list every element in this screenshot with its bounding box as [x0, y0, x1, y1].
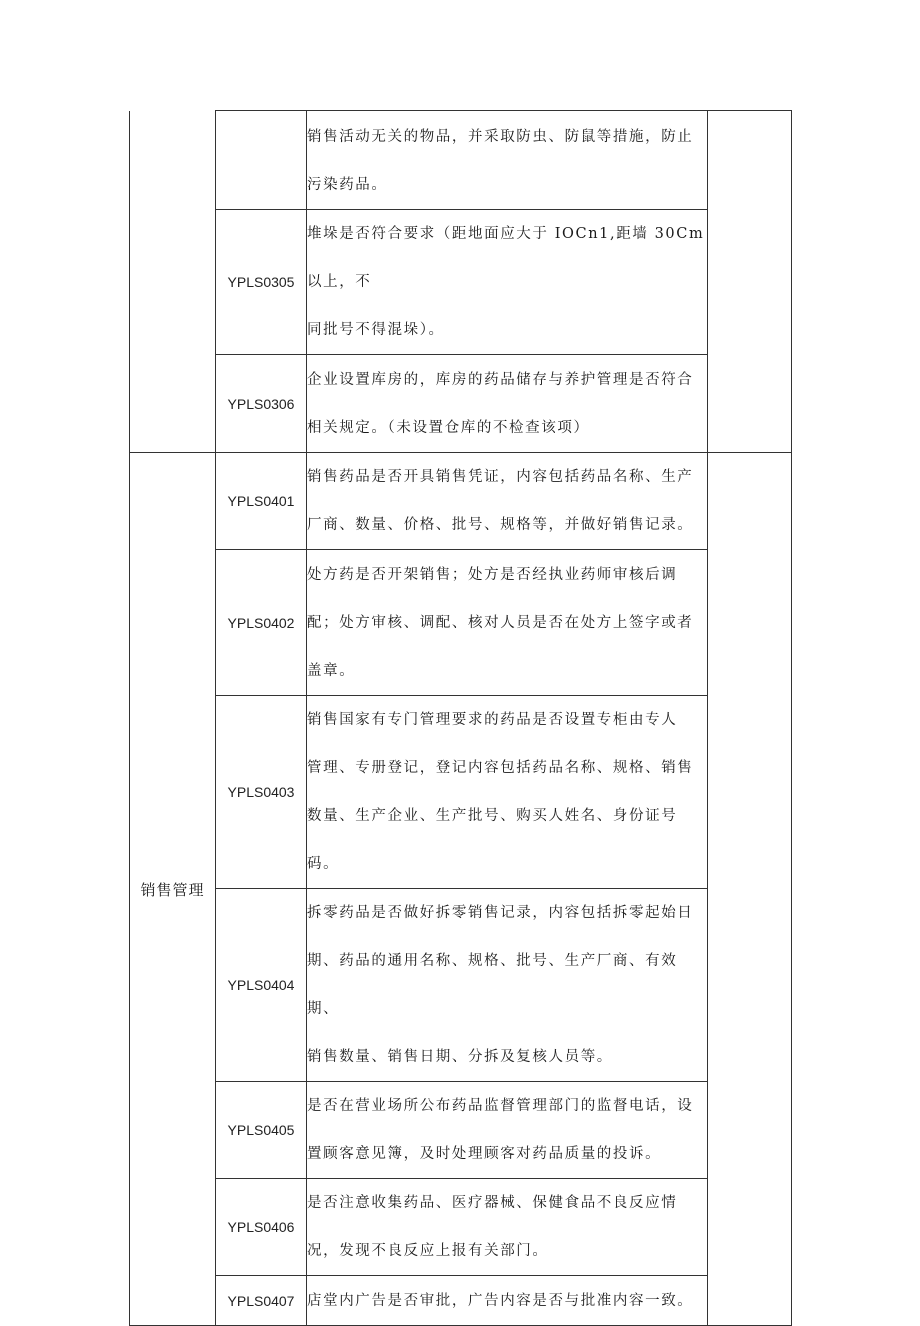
item-content-text: 企业设置库房的，库房的药品储存与养护管理是否符合 相关规定。（未设置仓库的不检查该项） [307, 371, 694, 436]
category-cell: 销售管理 [130, 453, 216, 1326]
item-content-cell [307, 1082, 708, 1179]
item-code-cell: YPLS0402 [216, 550, 307, 696]
table-row [130, 210, 792, 355]
item-code-cell: YPLS0305 [216, 210, 307, 355]
table-row [130, 889, 792, 1082]
item-content-text: 是否在营业场所公布药品监督管理部门的监督电话，设 置顾客意见簿，及时处理顾客对药品质量的投诉。 [307, 1098, 694, 1162]
item-code-cell: YPLS0405 [216, 1082, 307, 1179]
item-content-text: 拆零药品是否做好拆零销售记录，内容包括拆零起始日 期、药品的通用名称、规格、批号、生产厂商、有效期、 销售数量、销售日期、分拆及复核人员等。 [307, 905, 694, 1065]
result-cell [708, 453, 792, 1326]
item-content-cell [307, 696, 708, 889]
table-row [130, 111, 792, 210]
item-content-cell [307, 550, 708, 696]
item-content-cell [307, 453, 708, 550]
item-content-text: 处方药是否开架销售；处方是否经执业药师审核后调 配；处方审核、调配、核对人员是否在处方上签字或者 盖章。 [307, 566, 694, 679]
item-content-text: 堆垛是否符合要求（距地面应大于 IOCn1,距墙 30Cm 以上，不 同批号不得混垛）。 [307, 226, 705, 338]
item-content-text: 销售活动无关的物品，并采取防虫、防鼠等措施，防止 污染药品。 [307, 129, 694, 193]
table-row [130, 1082, 792, 1179]
item-code-cell: YPLS0406 [216, 1179, 307, 1276]
table-row [130, 696, 792, 889]
item-code-cell: YPLS0306 [216, 355, 307, 453]
item-content-cell [307, 355, 708, 453]
result-cell [708, 111, 792, 453]
item-content-text: 销售国家有专门管理要求的药品是否设置专柜由专人 管理、专册登记，登记内容包括药品名称、规格、销售 数量、生产企业、生产批号、购买人姓名、身份证号码。 [307, 712, 694, 872]
item-content-cell [307, 111, 708, 210]
item-content-text: 销售药品是否开具销售凭证，内容包括药品名称、生产 厂商、数量、价格、批号、规格等，并做好销售记录。 [307, 469, 694, 533]
item-content-text: 店堂内广告是否审批，广告内容是否与批准内容一致。 [307, 1292, 694, 1309]
item-content-text: 是否注意收集药品、医疗器械、保健食品不良反应情 况，发现不良反应上报有关部门。 [307, 1195, 678, 1259]
table-row [130, 550, 792, 696]
item-code-cell: YPLS0407 [216, 1276, 307, 1326]
category-cell-continued [130, 111, 216, 453]
item-content-cell [307, 210, 708, 355]
inspection-checklist-table [129, 110, 792, 1326]
item-code-cell: YPLS0403 [216, 696, 307, 889]
table-row [130, 355, 792, 453]
item-code-cell: YPLS0401 [216, 453, 307, 550]
item-content-cell [307, 1179, 708, 1276]
table-row [130, 453, 792, 550]
table-row [130, 1179, 792, 1276]
item-code-cell [216, 111, 307, 210]
item-code-cell: YPLS0404 [216, 889, 307, 1082]
item-content-cell [307, 889, 708, 1082]
